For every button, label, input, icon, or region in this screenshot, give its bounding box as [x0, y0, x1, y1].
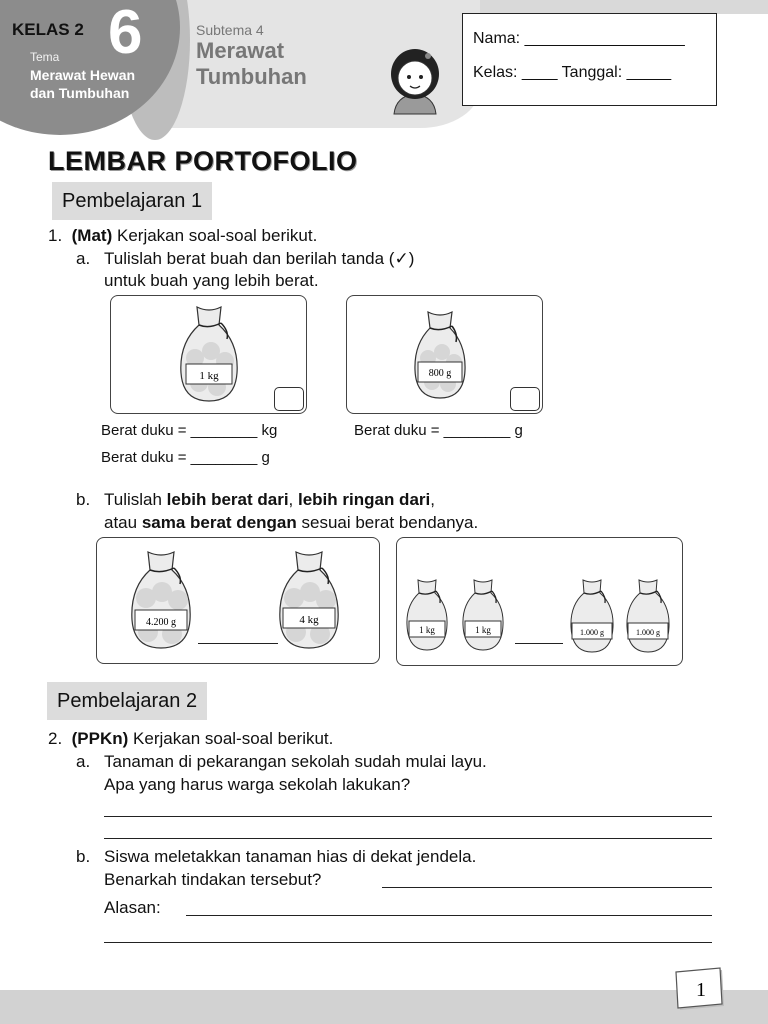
answer-left-kg[interactable]: Berat duku = ________ kg — [101, 422, 278, 439]
compare-1-answer-line[interactable] — [198, 643, 278, 644]
q1a-line1: Tulislah berat buah dan berilah tanda (✓) — [104, 249, 415, 268]
bag-4200g-label: 4.200 g — [146, 617, 176, 628]
q1b-bold-heavier: lebih berat dari — [166, 490, 289, 509]
girl-illustration — [382, 44, 448, 118]
small-bag-3-label: 1.000 g — [580, 628, 604, 637]
answer-right-g[interactable]: Berat duku = ________ g — [354, 422, 523, 439]
q2a-line2: Apa yang harus warga sekolah lakukan? — [104, 775, 411, 794]
page-number-badge — [672, 966, 730, 1014]
small-bag-4 — [624, 577, 672, 655]
question-2-subject: (PPKn) — [71, 729, 129, 748]
q2a-answer-line-2[interactable] — [104, 838, 712, 839]
question-2-text: Kerjakan soal-soal berikut. — [133, 729, 334, 748]
footer-bar — [0, 990, 768, 1024]
q1a-line2: untuk buah yang lebih berat. — [104, 271, 319, 290]
section-heading-2: Pembelajaran 2 — [47, 682, 207, 720]
q1b-line1 — [104, 490, 435, 510]
bag-4kg-label: 4 kg — [299, 614, 319, 626]
q1b-bold-lighter: lebih ringan dari — [298, 490, 431, 509]
bag-left-label: 1 kg — [199, 370, 219, 382]
alasan-answer-line-2[interactable] — [104, 942, 712, 943]
small-bag-2-label: 1 kg — [475, 625, 491, 635]
bag-4200g — [128, 548, 194, 652]
q2a-answer-line-1[interactable] — [104, 816, 712, 817]
small-bag-1 — [404, 577, 450, 653]
bag-right-label: 800 g — [428, 368, 452, 379]
q1b-text-4: atau — [104, 513, 142, 532]
q2a-label: a. — [76, 752, 91, 771]
alasan-label: Alasan: — [104, 898, 161, 917]
section-heading-1: Pembelajaran 1 — [52, 182, 212, 220]
checkbox-left[interactable] — [274, 387, 304, 411]
q1a-label: a. — [76, 249, 91, 268]
small-bag-3 — [568, 577, 616, 655]
q1b-text-2: , — [288, 490, 298, 509]
q1b-text-5: sesuai berat bendanya. — [296, 513, 479, 532]
page-title: LEMBAR PORTOFOLIO — [48, 146, 358, 176]
q2b-answer-line[interactable] — [382, 887, 712, 888]
nama-field[interactable]: Nama: __________________ — [473, 30, 685, 47]
small-bag-4-label: 1.000 g — [636, 628, 660, 637]
alasan-answer-line-1[interactable] — [186, 915, 712, 916]
q1b-line2 — [104, 513, 478, 533]
compare-2-answer-line[interactable] — [515, 643, 563, 644]
duku-bag-left — [177, 303, 241, 405]
duku-bag-right — [412, 308, 468, 402]
q2b-label: b. — [76, 847, 91, 866]
kelas-tanggal-field[interactable]: Kelas: ____ Tanggal: _____ — [473, 64, 672, 81]
q1b-text-1: Tulislah — [104, 490, 167, 509]
q2b-line1: Siswa meletakkan tanaman hias di dekat jendela. — [104, 847, 477, 866]
question-1-text: Kerjakan soal-soal berikut. — [116, 226, 318, 245]
small-bag-2 — [460, 577, 506, 653]
tema-title-line2: dan Tumbuhan — [30, 85, 130, 101]
subtema-title-line1: Merawat — [196, 38, 285, 63]
question-2-number: 2. — [48, 729, 63, 748]
q1b-text-3: , — [430, 490, 435, 509]
student-info-box — [462, 13, 717, 106]
tema-label: Tema — [30, 50, 60, 64]
question-1-subject: (Mat) — [71, 226, 113, 245]
tema-title — [30, 66, 135, 102]
page-number: 1 — [696, 979, 706, 1001]
subtema-title-line2: Tumbuhan — [196, 64, 307, 89]
question-2 — [48, 729, 333, 749]
tema-title-line1: Merawat Hewan — [30, 67, 136, 83]
small-bag-1-label: 1 kg — [419, 625, 435, 635]
checkbox-right[interactable] — [510, 387, 540, 411]
kelas-label: KELAS 2 — [12, 20, 84, 39]
q2b-line2: Benarkah tindakan tersebut? — [104, 870, 322, 889]
question-1 — [48, 226, 317, 246]
q1b-bold-same: sama berat dengan — [141, 513, 297, 532]
subtema-title — [196, 38, 307, 90]
subtema-label: Subtema 4 — [196, 22, 264, 38]
answer-left-g[interactable]: Berat duku = ________ g — [101, 449, 270, 466]
bag-4kg — [276, 548, 342, 652]
q2a-line1: Tanaman di pekarangan sekolah sudah mulai layu. — [104, 752, 487, 771]
question-1-number: 1. — [48, 226, 63, 245]
tema-number: 6 — [108, 0, 143, 67]
q1b-label: b. — [76, 490, 91, 509]
